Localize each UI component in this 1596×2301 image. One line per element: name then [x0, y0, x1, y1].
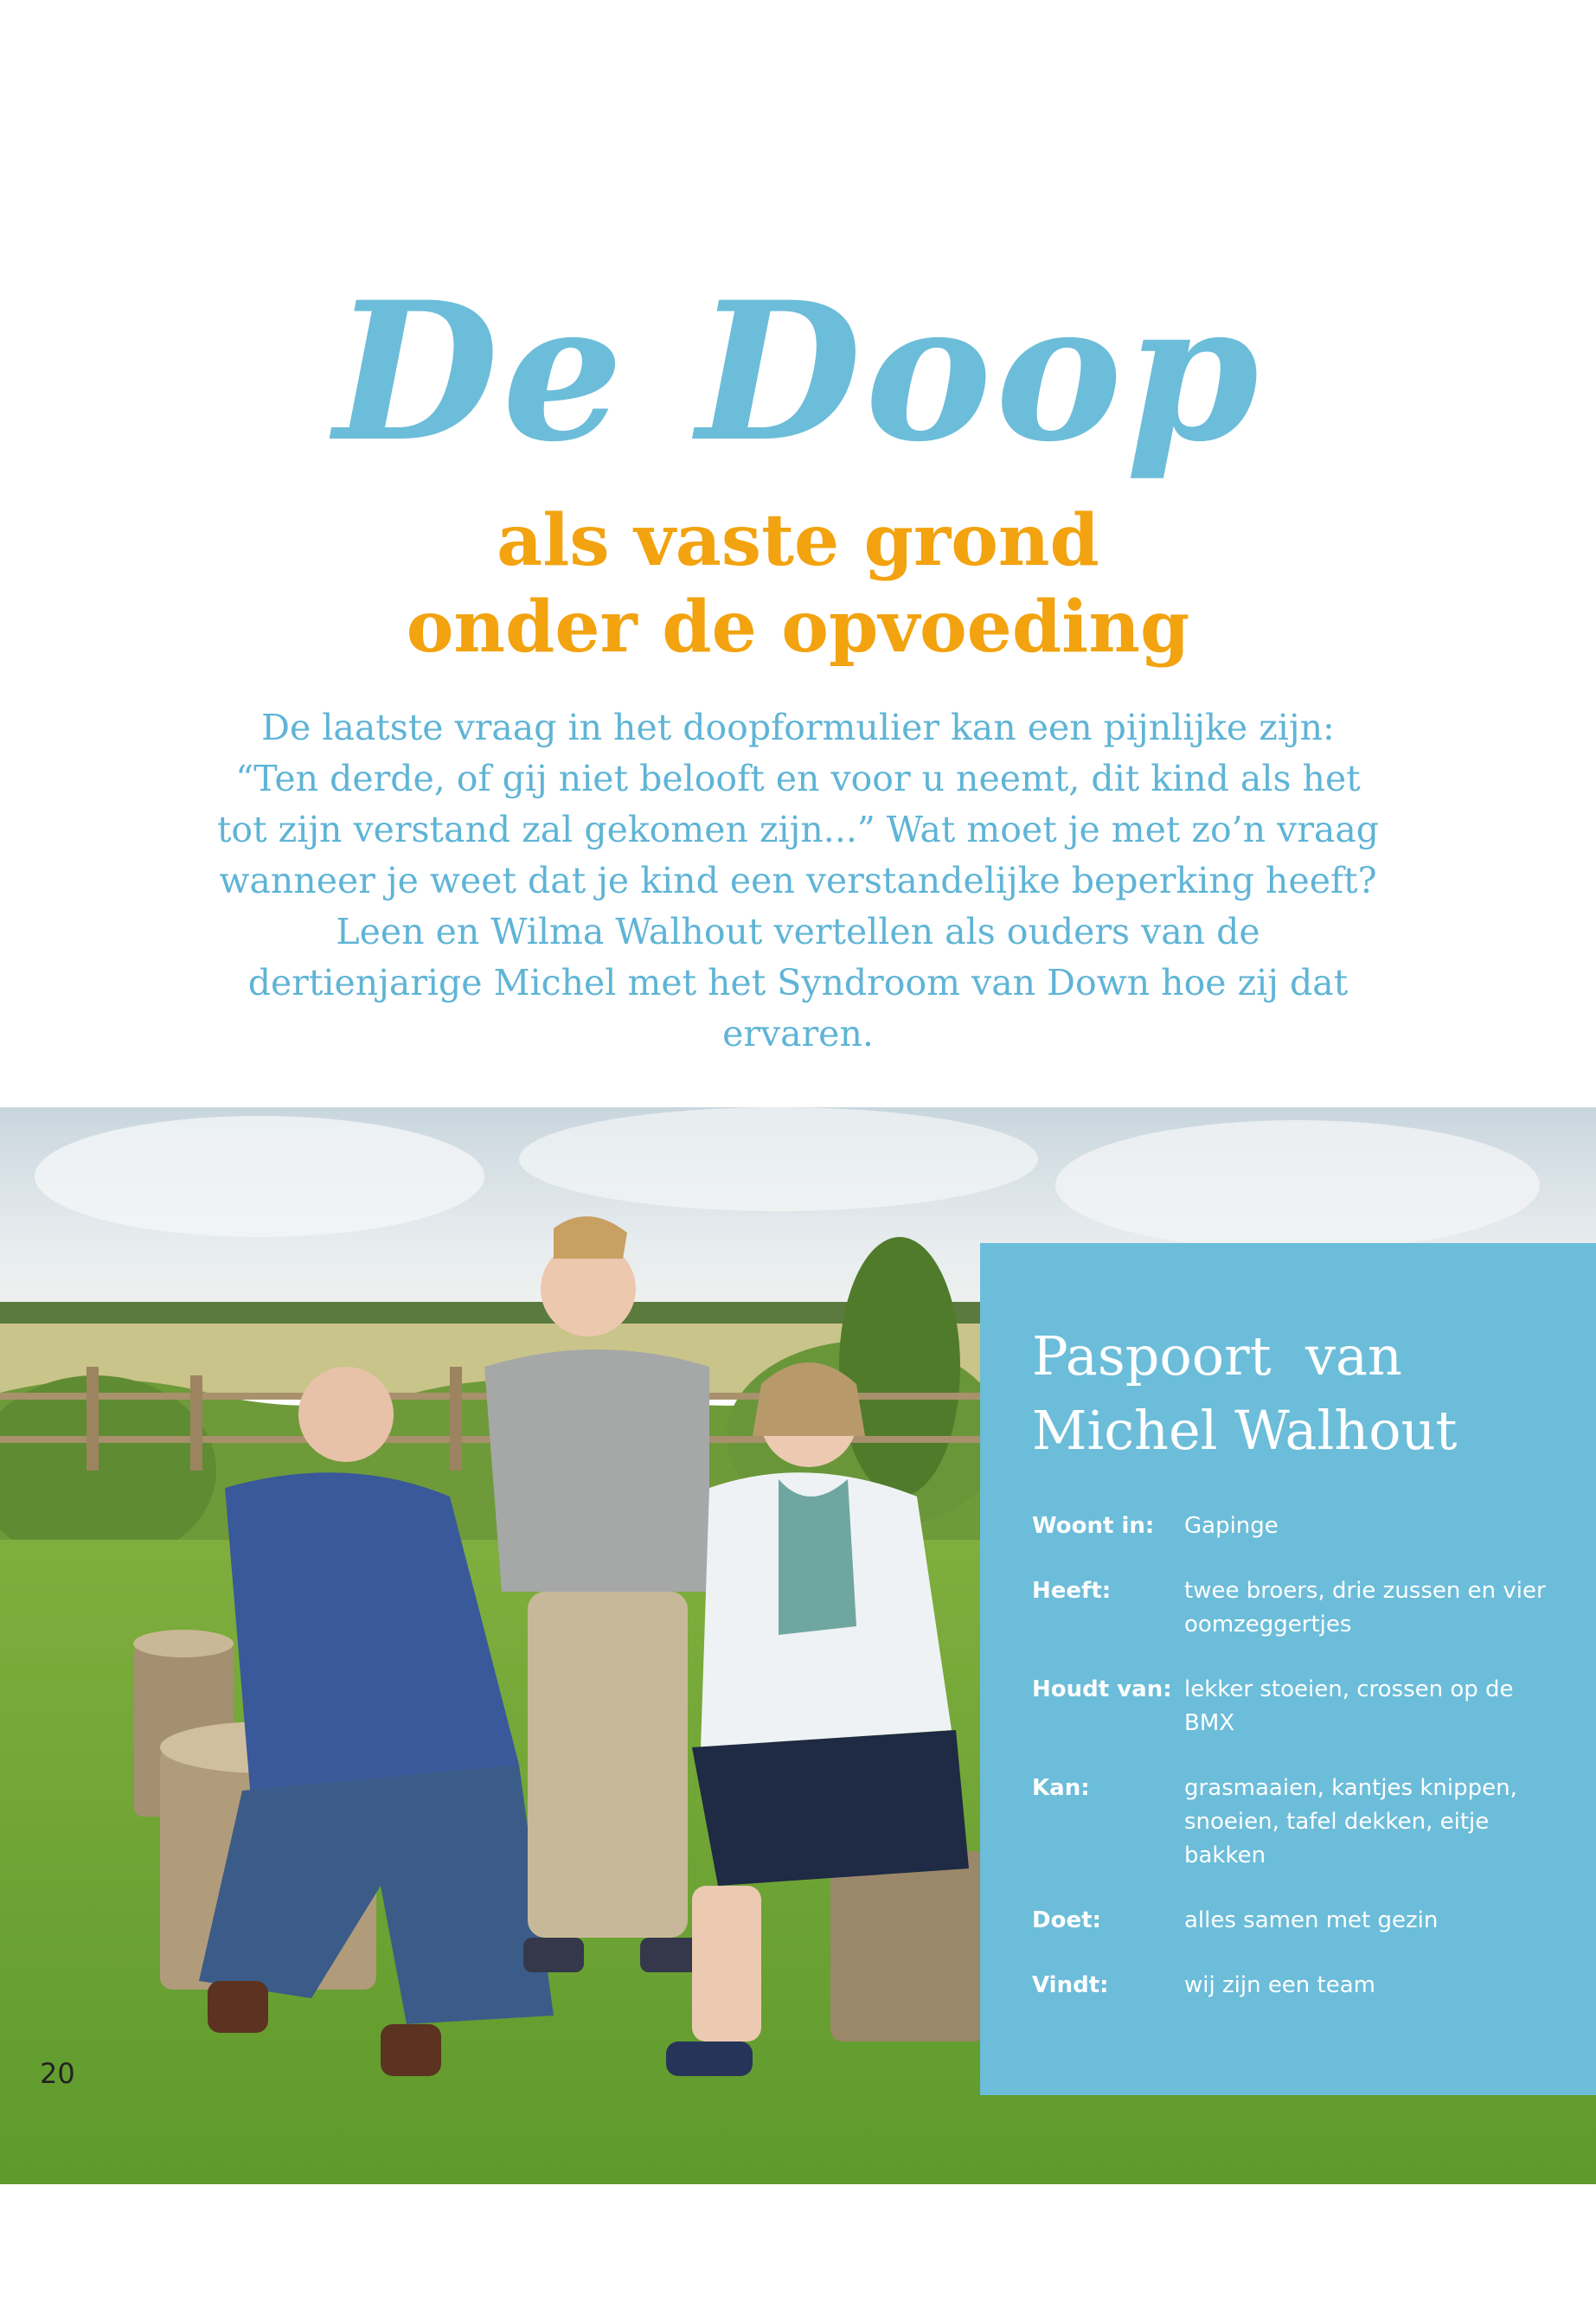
intro-text: [216, 702, 1380, 1060]
passport-value: wij zijn een team: [1184, 1972, 1375, 1998]
passport-value: Gapinge: [1184, 1513, 1279, 1539]
passport-row-heeft: [1032, 1574, 1561, 1642]
passport-row-houdt-van: [1032, 1673, 1561, 1740]
passport-value: alles samen met gezin: [1184, 1907, 1439, 1933]
passport-row-vindt: [1032, 1969, 1561, 2003]
passport-value: grasmaaien, kantjes knippen, snoeien, tafel dekken, eitje bakken: [1184, 1775, 1517, 1868]
passport-row-woont-in: [1032, 1509, 1561, 1543]
passport-label: Houdt van:: [1032, 1676, 1172, 1702]
passport-row-kan: [1032, 1772, 1561, 1873]
passport-label: Heeft:: [1032, 1578, 1112, 1604]
passport-row-doet: [1032, 1904, 1561, 1938]
passport-box: [980, 1243, 1596, 2095]
passport-title-line2: Michel Walhout: [1032, 1399, 1458, 1462]
passport-value: twee broers, drie zussen en vier oomzeggertjes: [1184, 1578, 1546, 1638]
article-title: De Doop: [333, 260, 1263, 484]
passport-title-line1: Paspoort van: [1032, 1324, 1402, 1388]
passport-label: Woont in:: [1032, 1513, 1155, 1539]
passport-label: Kan:: [1032, 1775, 1090, 1801]
intro-paragraph-2: Leen en Wilma Walhout vertellen als ouders van de dertienjarige Michel met het Syndroom van Down hoe zij dat ervaren.: [247, 911, 1349, 1054]
passport-value: lekker stoeien, crossen op de BMX: [1184, 1676, 1514, 1736]
intro-paragraph-1: De laatste vraag in het doopformulier kan een pijnlijke zijn: “Ten derde, of gij niet belooft en voor u neemt, dit kind als het tot zijn verstand zal gekomen zijn...” Wat moet je met zo’n vraag wanneer je weet dat je kind een verstandelijke beperking heeft?: [216, 707, 1380, 901]
article-subtitle-line2: onder de opvoeding: [406, 586, 1190, 669]
passport-title: [1032, 1319, 1561, 1468]
article-subtitle-line1: als vaste grond: [497, 499, 1099, 582]
passport-label: Doet:: [1032, 1907, 1101, 1933]
page-number: 20: [40, 2057, 75, 2090]
passport-label: Vindt:: [1032, 1972, 1109, 1998]
